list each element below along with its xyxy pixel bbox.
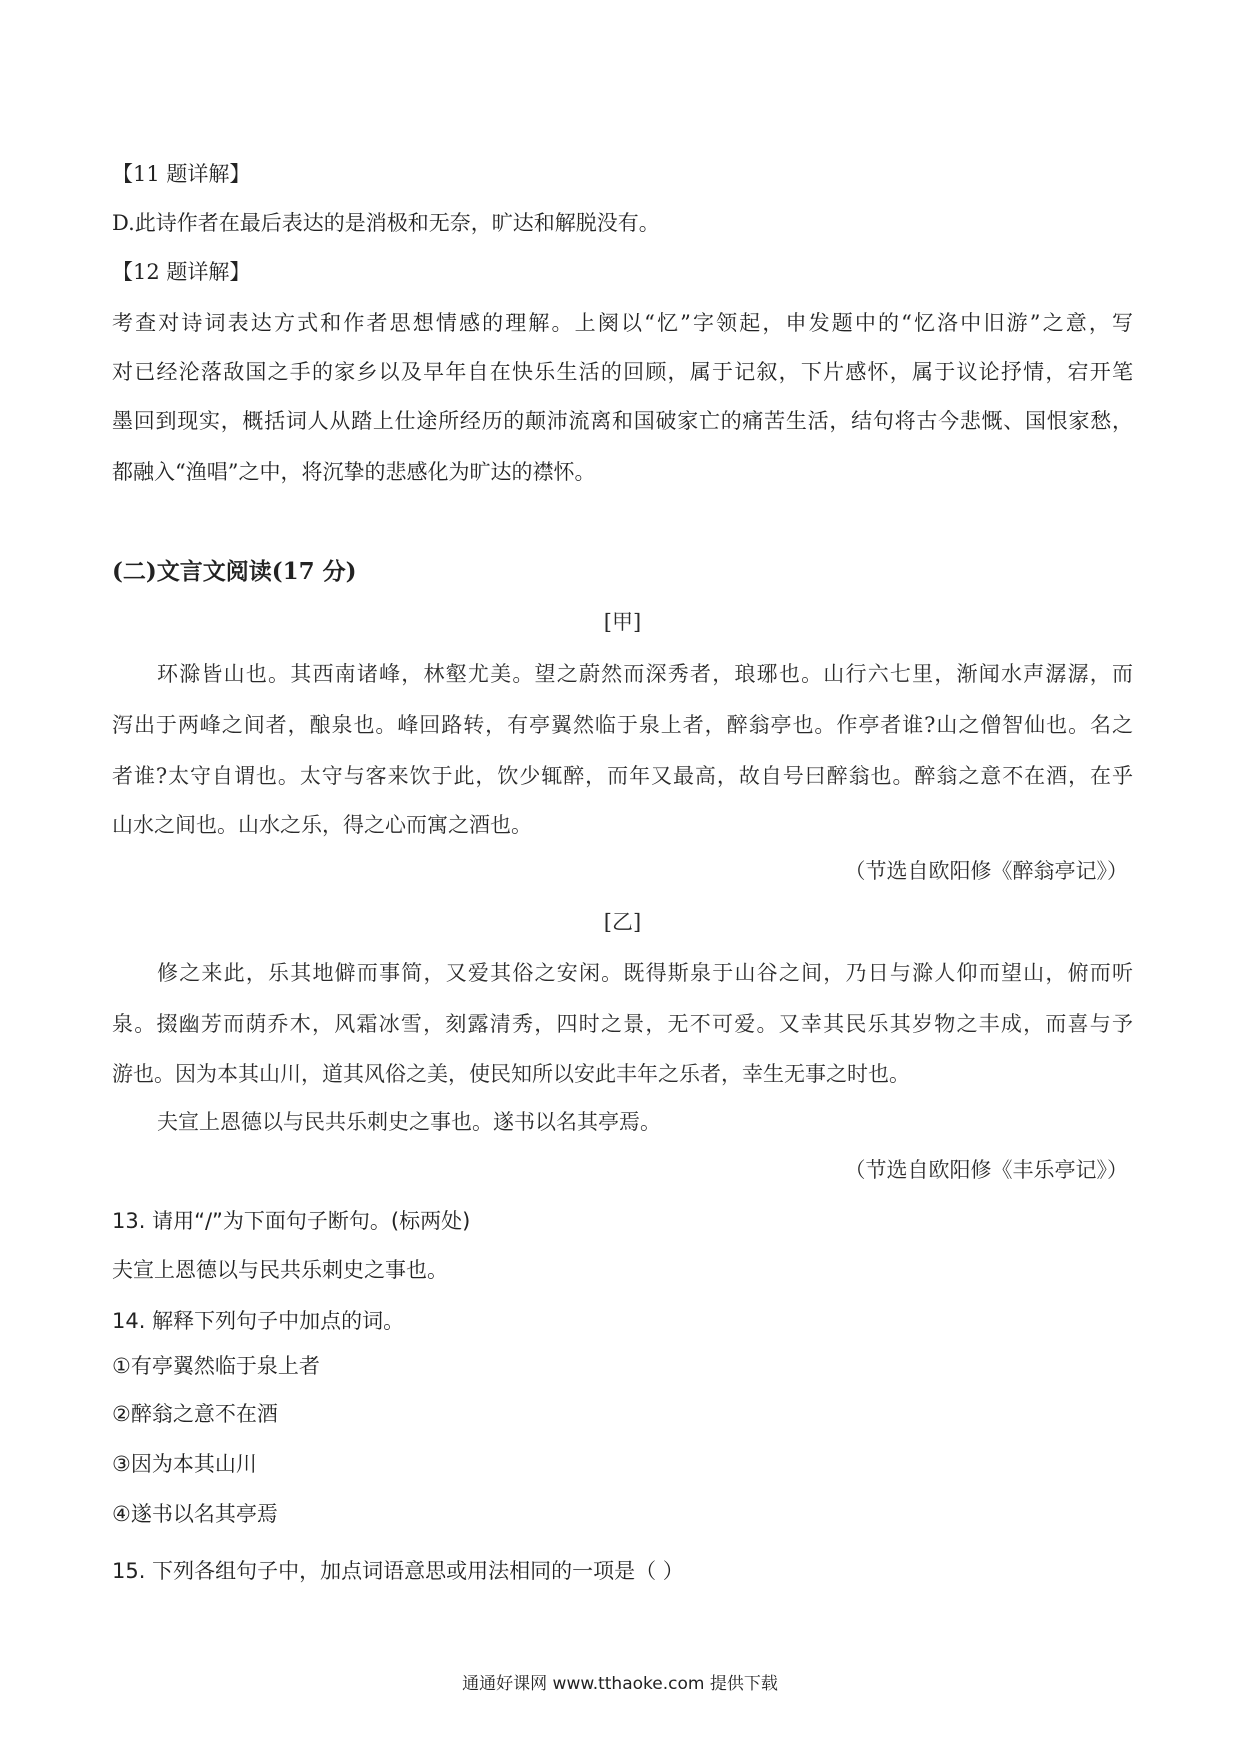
passage-b-label: [乙] — [603, 910, 642, 934]
passage-a-line: 者谁?太守自谓也。太守与客来饮于此，饮少辄醉，而年又最高，故自号曰醉翁也。醉翁之意不在酒，在乎 — [112, 764, 1133, 788]
section-title: (二)文言文阅读(17 分) — [112, 558, 357, 585]
q14-item-text: 其亭焉 — [214, 1502, 278, 1526]
q13-sentence: 夫宣上恩德以与民共乐刺史之事也。 — [112, 1258, 448, 1282]
q11-heading: 【11 题详解】 — [112, 162, 251, 186]
q14-item — [112, 1351, 1133, 1381]
q14-item-text: ③因为 — [112, 1452, 173, 1476]
q11-answer: D.此诗作者在最后表达的是消极和无奈，旷达和解脱没有。 — [112, 211, 660, 235]
page-footer: 通通好课网 www.tthaoke.com 提供下载 — [462, 1674, 778, 1694]
passage-a-line: 山水之间也。山水之乐，得之心而寓之酒也。 — [112, 813, 532, 837]
q14-item-text: ④遂书以 — [112, 1502, 194, 1526]
passage-a-line: 环滁皆山也。其西南诸峰，林壑尤美。望之蔚然而深秀者，琅琊也。山行六七里，渐闻水声潺潺，而 — [157, 662, 1133, 686]
emphasized-word: 意 — [193, 1402, 215, 1426]
passage-b-line: 泉。掇幽芳而荫乔木，风霜冰雪，刻露清秀，四时之景，无不可爱。又幸其民乐其岁物之丰成，而喜与予 — [112, 1012, 1133, 1036]
passage-a-source: （节选自欧阳修《醉翁亭记》） — [844, 859, 1128, 883]
q14-item — [112, 1399, 1133, 1429]
emphasized-word: 本 — [172, 1452, 194, 1476]
emphasized-word: 名 — [193, 1502, 215, 1526]
passage-a-line: 泻出于两峰之间者，酿泉也。峰回路转，有亭翼然临于泉上者，醉翁亭也。作亭者谁?山之僧智仙也。名之 — [112, 713, 1133, 737]
q14-item-text: ①有亭 — [112, 1354, 173, 1378]
q14-item — [112, 1449, 1133, 1479]
q12-explanation-line: 墨回到现实，概括词人从踏上仕途所经历的颠沛流离和国破家亡的痛苦生活，结句将古今悲慨、国恨家愁， — [112, 409, 1133, 433]
passage-a-label: [甲] — [603, 610, 642, 634]
q15-prompt: 15. 下列各组句子中，加点词语意思或用法相同的一项是（ ） — [112, 1559, 684, 1583]
passage-b-paragraph-2: 夫宣上恩德以与民共乐刺史之事也。遂书以名其亭焉。 — [157, 1110, 661, 1134]
q14-item — [112, 1499, 1133, 1529]
q12-explanation-line: 考查对诗词表达方式和作者思想情感的理解。上阕以“忆”字领起，申发题中的“忆洛中旧游”之意，写 — [112, 311, 1133, 335]
q14-item-text: ②醉翁之 — [112, 1402, 194, 1426]
q14-item-text: 不在酒 — [214, 1402, 278, 1426]
passage-b-line: 游也。因为本其山川，道其风俗之美，使民知所以安此丰年之乐者，幸生无事之时也。 — [112, 1062, 910, 1086]
emphasized-word: 翼然 — [172, 1354, 215, 1378]
q14-prompt: 14. 解释下列句子中加点的词。 — [112, 1309, 405, 1333]
passage-b-line: 修之来此，乐其地僻而事简，又爱其俗之安闲。既得斯泉于山谷之间，乃日与滁人仰而望山，俯而听 — [157, 961, 1133, 985]
q14-item-text: 临于泉上者 — [214, 1354, 320, 1378]
q13-prompt: 13. 请用“/”为下面句子断句。(标两处) — [112, 1209, 471, 1233]
q14-item-text: 其山川 — [193, 1452, 257, 1476]
q12-explanation-line: 对已经沦落敌国之手的家乡以及早年自在快乐生活的回顾，属于记叙，下片感怀，属于议论抒情，宕开笔 — [112, 360, 1133, 384]
passage-b-source: （节选自欧阳修《丰乐亭记》） — [844, 1158, 1128, 1182]
q12-explanation-line: 都融入“渔唱”之中，将沉挚的悲感化为旷达的襟怀。 — [112, 460, 596, 484]
q12-heading: 【12 题详解】 — [112, 260, 251, 284]
